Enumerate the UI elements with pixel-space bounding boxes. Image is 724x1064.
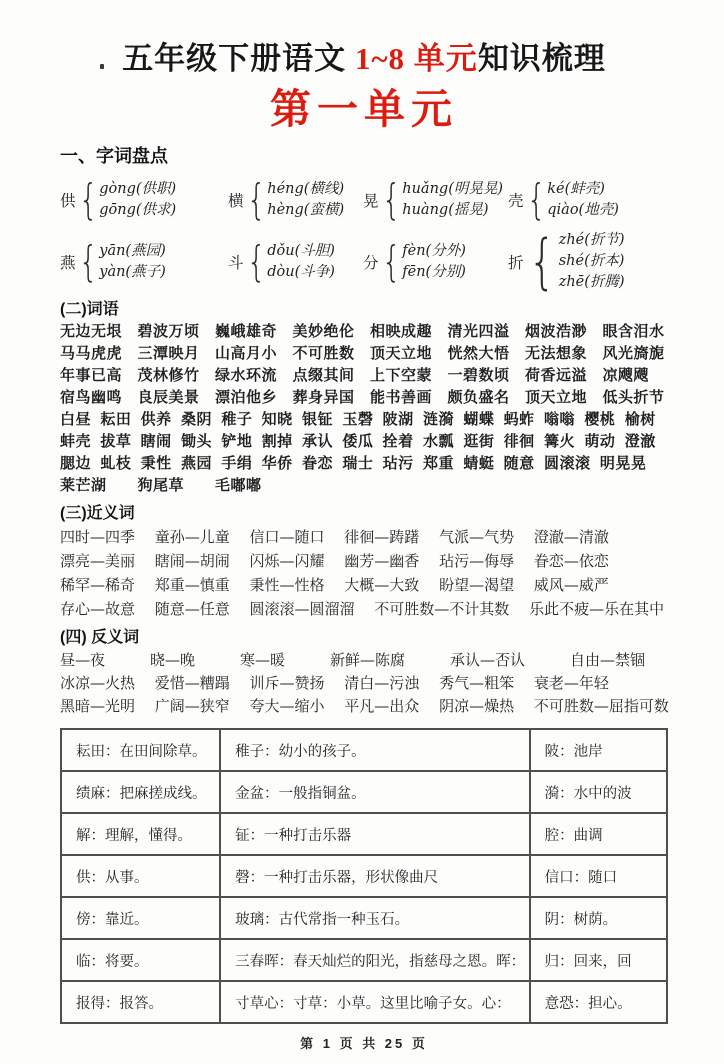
brace-icon: { (527, 226, 556, 297)
reading-line: yān(燕园) (99, 242, 166, 259)
antonym-row: 昼—夜 晓—晚 寒—暖 新鲜—陈腐 承认—否认 自由—禁锢 (60, 651, 646, 669)
reading-line: fèn(分外) (402, 242, 466, 259)
antonym-list (60, 649, 668, 718)
document-page (0, 40, 724, 1052)
brace-icon: { (246, 236, 266, 286)
polyphone-character: 横 (228, 193, 244, 210)
reading-line: huàng(摇晃) (402, 202, 489, 218)
reading-line: ké(蚌壳) (547, 181, 605, 197)
synonym-row: 存心—故意 随意—任意 圆滚滚—圆溜溜 不可胜数—不计其数 乐此不疲—乐在其中 (60, 600, 665, 618)
reading-line: fēn(分别) (402, 263, 466, 280)
reading-line: hèng(蛮横) (267, 202, 345, 218)
synonym-list (60, 525, 668, 621)
polyphone-entry (228, 175, 363, 224)
glossary-cell: 玻璃：古代常指一种玉石。 (220, 897, 529, 939)
polyphone-character: 分 (363, 254, 379, 272)
reading-line: huǎng(明晃晃) (402, 181, 504, 197)
reading-line: zhē(折腾) (558, 274, 625, 290)
reading-line: dǒu(斗胆) (267, 242, 335, 259)
word-row: 莱芒湖 狗尾草 毛嘟嘟 (60, 477, 262, 494)
table-row (61, 771, 667, 813)
polyphone-entry (228, 236, 363, 286)
reading-line: yàn(燕子) (99, 263, 166, 280)
glossary-cell: 腔：曲调 (530, 813, 667, 855)
polyphone-character: 晃 (363, 193, 379, 210)
glossary-cell: 意恐：担心。 (530, 981, 667, 1023)
scan-speck (100, 64, 104, 69)
table-row (61, 813, 667, 855)
synonym-row: 漂亮—美丽 瞎闹—胡闹 闪烁—闪耀 幽芳—幽香 玷污—侮辱 眷恋—依恋 (60, 552, 609, 570)
glossary-cell: 归：回来，回 (530, 939, 667, 981)
polyphone-entry (363, 236, 508, 286)
brace-icon: { (78, 175, 98, 224)
brace-icon: { (526, 175, 546, 224)
section-heading-word-inventory: 一、字词盘点 (60, 146, 168, 166)
table-row (61, 729, 667, 771)
reading-line: gòng(供职) (99, 181, 177, 197)
glossary-cell: 供：从事。 (61, 855, 220, 897)
glossary-cell: 寸草心：寸草：小草。这里比喻子女。心： (220, 981, 529, 1023)
glossary-cell: 钲：一种打击乐器 (220, 813, 529, 855)
word-row: 马马虎虎 三潭映月 山高月小 不可胜数 顶天立地 恍然大悟 无法想象 风光旖旎 (60, 345, 665, 362)
glossary-cell: 磬：一种打击乐器，形状像曲尺 (220, 855, 529, 897)
word-row: 年事已高 茂林修竹 绿水环流 点缀其间 上下空蒙 一碧数顷 荷香远溢 凉飕飕 (60, 367, 650, 384)
polyphone-entry (508, 226, 668, 297)
page-title (60, 40, 668, 78)
brace-icon: { (246, 175, 266, 224)
title-highlight: 1~8 单元 (354, 41, 478, 76)
synonym-row: 四时—四季 童孙—儿童 信口—随口 徘徊—踌躇 气派—气势 澄澈—清澈 (60, 528, 609, 546)
antonym-row: 冰凉—火热 爱惜—糟蹋 训斥—赞扬 清白—污浊 秀气—粗笨 衰老—年轻 (60, 674, 609, 692)
glossary-table (60, 728, 668, 1024)
antonym-row: 黑暗—光明 广阔—狭窄 夸大—缩小 平凡—出众 阴凉—燥热 不可胜数—屈指可数 (60, 697, 669, 715)
unit-title: 第一单元 (270, 86, 458, 132)
polyphone-character: 斗 (228, 254, 244, 272)
polyphone-character: 折 (508, 254, 524, 272)
word-row: 无边无垠 碧波万顷 巍峨雄奇 美妙绝伦 相映成趣 清光四溢 烟波浩渺 眼含泪水 (60, 323, 665, 340)
title-part-1: 五年级下册语文 (122, 41, 355, 76)
glossary-cell: 阴：树荫。 (530, 897, 667, 939)
glossary-cell: 陂：池岸 (530, 729, 667, 771)
word-row: 腮边 虬枝 秉性 燕园 手绢 华侨 眷恋 瑞士 玷污 郑重 蜻蜓 随意 圆滚滚 明晃晃 (60, 455, 647, 472)
word-row: 宿鸟幽鸣 良辰美景 漂泊他乡 葬身异国 能书善画 颇负盛名 顶天立地 低头折节 (60, 389, 665, 406)
table-row (61, 855, 667, 897)
glossary-cell: 金盆：一般指铜盆。 (220, 771, 529, 813)
table-row (61, 897, 667, 939)
glossary-cell: 耘田：在田间除草。 (61, 729, 220, 771)
glossary-cell: 临：将要。 (61, 939, 220, 981)
reading-line: gōng(供求) (99, 202, 177, 218)
page-number: 第 1 页 共 25 页 (300, 1036, 428, 1051)
polyphone-character: 壳 (508, 193, 524, 210)
glossary-cell: 信口：随口 (530, 855, 667, 897)
brace-icon: { (381, 175, 401, 224)
glossary-cell: 漪：水中的波 (530, 771, 667, 813)
glossary-cell: 报得：报答。 (61, 981, 220, 1023)
reading-line: zhé(折节) (558, 232, 625, 248)
glossary-cell: 稚子：幼小的孩子。 (220, 729, 529, 771)
subheading-synonyms: (三)近义词 (60, 505, 135, 522)
polyphone-character: 供 (60, 193, 76, 210)
polyphone-entry (60, 175, 228, 224)
polyphone-grid (60, 175, 668, 297)
word-list (60, 321, 668, 497)
reading-line: héng(横线) (267, 181, 345, 197)
table-row (61, 981, 667, 1023)
glossary-cell: 傍：靠近。 (61, 897, 220, 939)
subheading-words: (二)词语 (60, 301, 119, 318)
polyphone-entry (60, 236, 228, 286)
brace-icon: { (381, 236, 401, 286)
glossary-cell: 三春晖：春天灿烂的阳光，指慈母之恩。晖： (220, 939, 529, 981)
polyphone-entry (363, 175, 508, 224)
glossary-cell: 解：理解，懂得。 (61, 813, 220, 855)
glossary-cell: 绩麻：把麻搓成线。 (61, 771, 220, 813)
brace-icon: { (78, 236, 98, 286)
reading-line: qiào(地壳) (547, 202, 619, 218)
subheading-antonyms: (四) 反义词 (60, 629, 140, 646)
reading-line: dòu(斗争) (267, 263, 335, 280)
word-row: 蚌壳 拔草 瞎闹 锄头 铲地 割掉 承认 倭瓜 拴着 水瓢 逛街 徘徊 篝火 萌动 澄澈 (60, 433, 656, 450)
synonym-row: 稀罕—稀奇 郑重—慎重 秉性—性格 大概—大致 盼望—渴望 威风—威严 (60, 576, 609, 594)
polyphone-character: 燕 (60, 254, 76, 272)
reading-line: shé(折本) (558, 253, 625, 269)
word-row: 白昼 耘田 供养 桑阴 稚子 知晓 银钲 玉磬 陂湖 涟漪 蝴蝶 蚂蚱 嗡嗡 樱桃 榆树 (60, 411, 656, 428)
title-part-2: 知识梳理 (477, 41, 606, 76)
polyphone-entry (508, 175, 668, 224)
table-row (61, 939, 667, 981)
